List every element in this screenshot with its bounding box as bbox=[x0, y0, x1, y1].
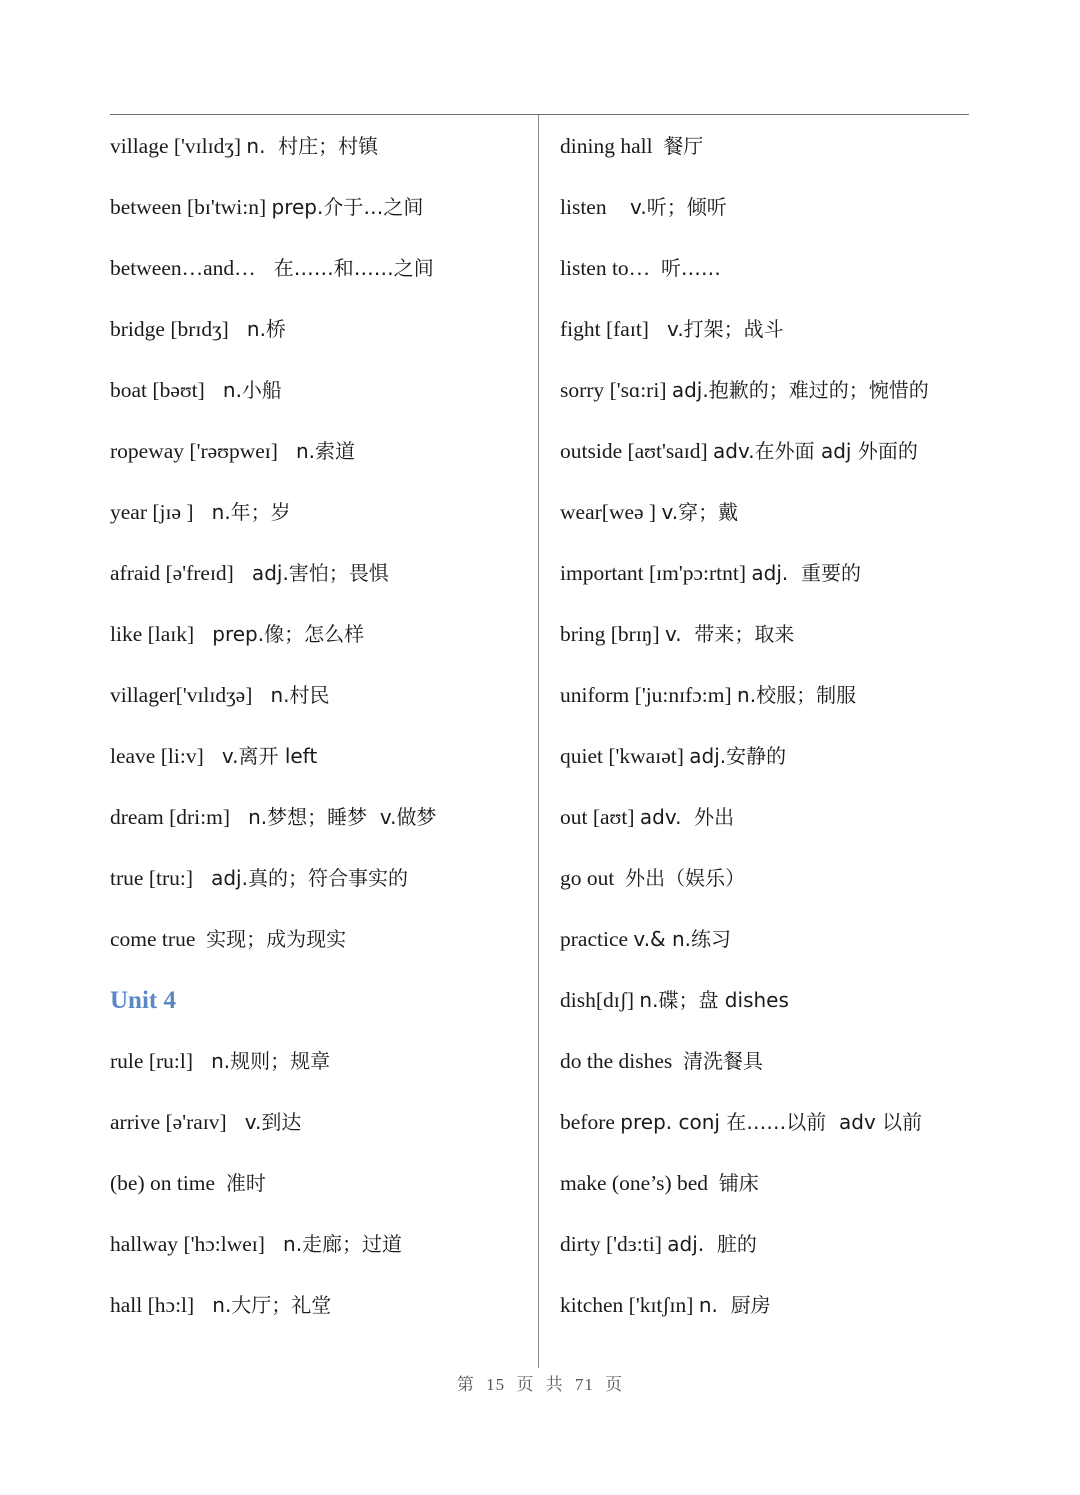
vocab-word: bridge bbox=[110, 317, 165, 341]
vocab-word: afraid bbox=[110, 561, 161, 585]
vocab-meaning: n.小船 bbox=[210, 378, 282, 402]
vocab-word: year bbox=[110, 500, 147, 524]
vocab-word: boat bbox=[110, 378, 148, 402]
vocab-entry bbox=[560, 909, 975, 970]
vocab-phonetic: [bəʊt] bbox=[152, 378, 205, 402]
vocab-entry bbox=[110, 360, 530, 421]
vocab-phonetic: [bɪ'twi:n] bbox=[187, 195, 267, 219]
vocab-phonetic: ['hɔ:lweɪ] bbox=[183, 1232, 265, 1256]
vocab-word: villager bbox=[110, 683, 176, 707]
vocab-word: practice bbox=[560, 927, 629, 951]
vocab-word: out bbox=[560, 805, 588, 829]
vocab-entry bbox=[560, 238, 975, 299]
vocab-entry bbox=[560, 1031, 975, 1092]
vocab-word: dream bbox=[110, 805, 164, 829]
vocab-meaning: adj. 脏的 bbox=[667, 1232, 757, 1256]
vocab-meaning: adj.真的；符合事实的 bbox=[198, 866, 408, 890]
vocab-entry bbox=[110, 238, 530, 299]
vocab-entry bbox=[110, 1092, 530, 1153]
vocab-meaning: prep. conj 在……以前 adv 以前 bbox=[620, 1110, 923, 1134]
vocab-phonetic: [li:v] bbox=[160, 744, 204, 768]
vocab-phonetic: [brɪdʒ] bbox=[170, 317, 229, 341]
vocab-meaning: 清洗餐具 bbox=[683, 1049, 764, 1073]
vocab-phonetic: ['ju:nɪfɔ:m] bbox=[634, 683, 732, 707]
vocab-phonetic: [ə'freɪd] bbox=[165, 561, 234, 585]
vocab-meaning: 在……和……之间 bbox=[261, 256, 434, 280]
vocab-phonetic: [weə ] bbox=[601, 500, 657, 524]
vocab-word: between bbox=[110, 195, 182, 219]
vocab-word: dirty bbox=[560, 1232, 601, 1256]
vocab-entry bbox=[560, 116, 975, 177]
vocab-word: listen to… bbox=[560, 256, 651, 280]
vocab-meaning: v.离开 left bbox=[209, 744, 318, 768]
vocab-word: hallway bbox=[110, 1232, 179, 1256]
vocab-entry bbox=[110, 421, 530, 482]
vocab-word: come true bbox=[110, 927, 196, 951]
vocab-phonetic: [laɪk] bbox=[147, 622, 195, 646]
vocab-word: wear bbox=[560, 500, 602, 524]
vocab-meaning: v.到达 bbox=[232, 1110, 302, 1134]
vocab-meaning: v.打架；战斗 bbox=[654, 317, 784, 341]
vocab-entry bbox=[560, 1092, 975, 1153]
vocab-word: do the dishes bbox=[560, 1049, 673, 1073]
vocab-word: fight bbox=[560, 317, 601, 341]
vocab-meaning: 外出（娱乐） bbox=[625, 866, 746, 890]
vocab-meaning: n.梦想；睡梦 v.做梦 bbox=[235, 805, 437, 829]
vocab-meaning: adj.害怕；畏惧 bbox=[239, 561, 389, 585]
vocab-entry bbox=[560, 543, 975, 604]
vocab-phonetic: [ə'raɪv] bbox=[165, 1110, 227, 1134]
top-horizontal-rule bbox=[110, 114, 969, 115]
page-number-footer: 第 15 页 共 71 页 bbox=[456, 1375, 624, 1394]
vocab-entry bbox=[560, 1153, 975, 1214]
vocab-meaning: v.& n.练习 bbox=[633, 927, 732, 951]
vocab-phonetic: [aʊt'saɪd] bbox=[627, 439, 708, 463]
vocab-entry bbox=[560, 482, 975, 543]
vocab-word: outside bbox=[560, 439, 623, 463]
vocab-meaning: adv.在外面 adj 外面的 bbox=[713, 439, 918, 463]
vocab-entry bbox=[560, 970, 975, 1031]
vocab-word: kitchen bbox=[560, 1293, 624, 1317]
vocab-word: hall bbox=[110, 1293, 143, 1317]
unit-heading: Unit 4 bbox=[110, 987, 176, 1014]
vocab-meaning: n.碟；盘 dishes bbox=[639, 988, 789, 1012]
vocab-meaning: adj.抱歉的；难过的；惋惜的 bbox=[671, 378, 929, 402]
vocab-entry bbox=[110, 299, 530, 360]
vocab-word: true bbox=[110, 866, 144, 890]
vocab-meaning: n.村民 bbox=[257, 683, 330, 707]
vocab-meaning: v. 带来；取来 bbox=[664, 622, 795, 646]
vocab-phonetic: [dɪʃ] bbox=[595, 988, 635, 1012]
vocab-word: quiet bbox=[560, 744, 603, 768]
vocab-entry bbox=[560, 604, 975, 665]
vocab-entry bbox=[110, 848, 530, 909]
vocab-phonetic: [aʊt] bbox=[592, 805, 635, 829]
vocab-meaning: 铺床 bbox=[718, 1171, 759, 1195]
vocab-entry bbox=[560, 177, 975, 238]
vocab-phonetic: [tru:] bbox=[148, 866, 193, 890]
vocab-meaning: n.桥 bbox=[234, 317, 286, 341]
vocab-meaning: 实现；成为现实 bbox=[206, 927, 347, 951]
vocab-word: leave bbox=[110, 744, 156, 768]
vocab-entry bbox=[560, 726, 975, 787]
vocab-meaning: prep.介于…之间 bbox=[271, 195, 424, 219]
vocab-word: ropeway bbox=[110, 439, 185, 463]
vocab-meaning: prep.像；怎么样 bbox=[199, 622, 365, 646]
vocab-phonetic: ['dɜ:ti] bbox=[605, 1232, 662, 1256]
vocab-word: arrive bbox=[110, 1110, 161, 1134]
vocab-phonetic: ['sɑ:ri] bbox=[609, 378, 667, 402]
vocab-meaning: n.大厅；礼堂 bbox=[199, 1293, 332, 1317]
vocab-entry bbox=[110, 665, 530, 726]
vocab-entry bbox=[560, 1214, 975, 1275]
vocab-phonetic: [ɪm'pɔ:rtnt] bbox=[648, 561, 746, 585]
vocab-phonetic: ['kwaɪət] bbox=[608, 744, 684, 768]
vocab-entry bbox=[110, 1031, 530, 1092]
vocab-entry bbox=[110, 1275, 530, 1336]
vocab-phonetic: [dri:m] bbox=[169, 805, 230, 829]
column-divider bbox=[538, 115, 539, 1368]
vocab-meaning: 准时 bbox=[225, 1171, 266, 1195]
vocab-word: listen bbox=[560, 195, 607, 219]
vocab-entry bbox=[560, 665, 975, 726]
vocab-entry bbox=[560, 1275, 975, 1336]
vocab-phonetic: ['rəʊpweɪ] bbox=[189, 439, 278, 463]
right-vocabulary-column bbox=[560, 116, 975, 1336]
vocab-entry bbox=[110, 787, 530, 848]
vocab-word: go out bbox=[560, 866, 615, 890]
vocab-word: uniform bbox=[560, 683, 630, 707]
vocab-entry bbox=[110, 116, 530, 177]
vocab-word: before bbox=[560, 1110, 615, 1134]
vocab-entry bbox=[110, 1214, 530, 1275]
vocab-word: village bbox=[110, 134, 169, 158]
vocab-entry bbox=[110, 726, 530, 787]
vocab-meaning: n.校服；制服 bbox=[737, 683, 857, 707]
vocab-meaning: n. 厨房 bbox=[698, 1293, 771, 1317]
vocab-phonetic: [hɔ:l] bbox=[147, 1293, 195, 1317]
vocab-meaning: 餐厅 bbox=[663, 134, 704, 158]
vocab-entry bbox=[110, 909, 530, 970]
vocab-word: dining hall bbox=[560, 134, 653, 158]
vocab-phonetic: ['vɪlɪdʒ] bbox=[173, 134, 242, 158]
vocab-word: bring bbox=[560, 622, 606, 646]
vocab-word: important bbox=[560, 561, 644, 585]
vocab-meaning: v.听；倾听 bbox=[617, 195, 727, 219]
vocab-phonetic: [ru:l] bbox=[148, 1049, 193, 1073]
vocab-word: sorry bbox=[560, 378, 605, 402]
vocab-entry bbox=[110, 177, 530, 238]
vocab-meaning: 听…… bbox=[660, 256, 721, 280]
vocab-word: make (one’s) bed bbox=[560, 1171, 709, 1195]
vocab-phonetic: [faɪt] bbox=[605, 317, 649, 341]
vocab-meaning: v.穿；戴 bbox=[661, 500, 739, 524]
vocab-phonetic: ['kɪtʃɪn] bbox=[628, 1293, 694, 1317]
vocab-entry bbox=[560, 360, 975, 421]
vocab-meaning: n.索道 bbox=[283, 439, 356, 463]
vocab-phonetic: [jɪə ] bbox=[152, 500, 194, 524]
vocab-word: rule bbox=[110, 1049, 144, 1073]
vocab-meaning: n.年；岁 bbox=[198, 500, 291, 524]
left-vocabulary-column bbox=[110, 116, 530, 1336]
vocab-meaning: n. 村庄；村镇 bbox=[246, 134, 379, 158]
vocab-word: like bbox=[110, 622, 143, 646]
vocab-entry bbox=[110, 1153, 530, 1214]
vocab-meaning: n.规则；规章 bbox=[198, 1049, 331, 1073]
vocab-meaning: adv. 外出 bbox=[639, 805, 735, 829]
vocab-entry bbox=[560, 787, 975, 848]
vocab-entry bbox=[110, 543, 530, 604]
vocab-phonetic: ['vɪlɪdʒə] bbox=[175, 683, 253, 707]
vocab-meaning: n.走廊；过道 bbox=[270, 1232, 403, 1256]
vocab-word: between…and… bbox=[110, 256, 256, 280]
vocab-phonetic: [brɪŋ] bbox=[610, 622, 660, 646]
vocab-entry bbox=[110, 482, 530, 543]
vocab-word: (be) on time bbox=[110, 1171, 216, 1195]
vocab-entry bbox=[560, 421, 975, 482]
vocab-meaning: adj.安静的 bbox=[689, 744, 787, 768]
vocab-word: dish bbox=[560, 988, 596, 1012]
vocab-entry bbox=[560, 848, 975, 909]
vocab-entry bbox=[560, 299, 975, 360]
vocab-meaning: adj. 重要的 bbox=[751, 561, 861, 585]
vocab-entry bbox=[110, 604, 530, 665]
